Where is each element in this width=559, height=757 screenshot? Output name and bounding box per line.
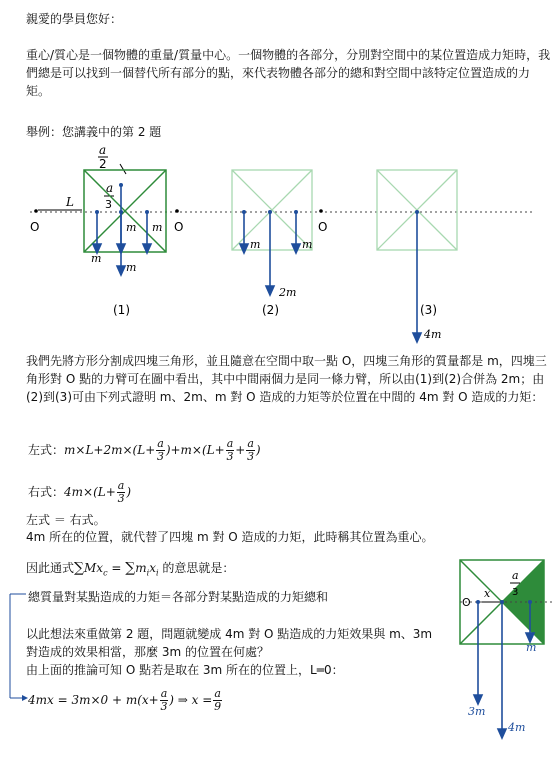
two-m-label: 2m (279, 286, 297, 299)
explanation-paragraph: 我們先將方形分割成四塊三角形，並且隨意在空間中取一點 O，四塊三角形的質量都是 m，四塊三角形對 O 點的力臂可在圖中看出，其中中間兩個力是同一條力臂，所以由(1)到(2)合併為 2m；由(2)到(3)可由下列式證明 m、2m、m 對 O 造成的力矩等於位置在中間的 4m 對 O 造成的力矩： (26, 354, 547, 404)
a-label-inner: a (106, 181, 114, 195)
l-label: L (66, 195, 74, 209)
result-line: 4m 所在的位置，就代替了四塊 m 對 O 造成的力矩，此時稱其位置為重心。 (26, 530, 434, 544)
m-label-2b: m (302, 238, 313, 251)
two-label-top: 2 (99, 157, 107, 171)
o-label-3: O (318, 220, 328, 234)
three-label-inner: 3 (105, 198, 112, 211)
m-label-1c: m (91, 252, 102, 265)
left-formula: 左式：m×L+2m×(L+ $\frac{a}{3}$ )+m×(L+ $\frac{a}{3}$ + $\frac{a}{3}$ ) (28, 437, 261, 463)
three-label-right: 3 (512, 587, 519, 598)
greeting: 親愛的學員您好： (26, 12, 123, 26)
application-line-2: 對造成的效果相當，那麼 3m 的位置在何處？ (26, 645, 269, 659)
point-o-3 (319, 209, 323, 213)
example-heading: 舉例：您講義中的第 2 題 (26, 125, 162, 139)
right-formula: 右式：4m×(L+ $\frac{a}{3}$ ) (28, 479, 132, 505)
point-o-1 (34, 209, 38, 213)
torque-figure (0, 140, 559, 345)
general-formula: 因此通式$\sum Mx_c = \sum m_ix_i$ 的意思就是： (26, 560, 235, 578)
m-label-1d: m (126, 261, 137, 274)
four-m-label: 4m (424, 328, 442, 341)
four-m-label-right: 4m (508, 721, 526, 734)
caption-1: (1) (113, 303, 130, 317)
general-prefix: 因此通式 (26, 561, 75, 575)
definition-line: 總質量對某點造成的力矩＝各部分對某點造成的力矩總和 (28, 590, 329, 604)
caption-3: (3) (420, 303, 437, 317)
o-label-1: O (30, 220, 40, 234)
m-label-right: m (526, 641, 537, 654)
a-label-right: a (512, 569, 519, 582)
final-equation: 4mx = 3m×0 + m(x+ $\frac{a}{3}$ ) ⇒ x = $\frac{a}{9}$ (28, 687, 222, 713)
a-label-top: a (99, 143, 107, 157)
m-label-1b: m (152, 221, 163, 234)
left-label: 左式： (28, 443, 65, 457)
m-label-2a: m (250, 238, 261, 251)
intro-paragraph: 重心/質心是一個物體的重量/質量中心。一個物體的各部分，分別對空間中的某位置造成力矩時，我們總是可以找到一個替代所有部分的點，來代表物體各部分的總和對空間中該特定位置造成的力矩。 (26, 48, 551, 98)
shaded-triangle (502, 560, 544, 644)
equal-line: 左式 ＝ 右式。 (26, 513, 106, 527)
x-label: x (484, 587, 491, 600)
o-label-2: O (174, 220, 184, 234)
o-label-4: O (462, 596, 471, 609)
caption-2: (2) (262, 303, 279, 317)
application-line-3: 由上面的推論可知 O 點若是取在 3m 所在的位置上，L═0： (26, 663, 344, 677)
cm-figure (450, 555, 555, 750)
three-m-label: 3m (468, 705, 486, 718)
application-line-1: 以此想法來重做第 2 題，問題就變成 4m 對 O 點造成的力矩效果與 m、3m (26, 627, 433, 641)
general-suffix: 的意思就是： (162, 561, 235, 575)
right-label: 右式： (28, 485, 65, 499)
point-o-2 (175, 209, 179, 213)
m-label-1a: m (126, 221, 137, 234)
